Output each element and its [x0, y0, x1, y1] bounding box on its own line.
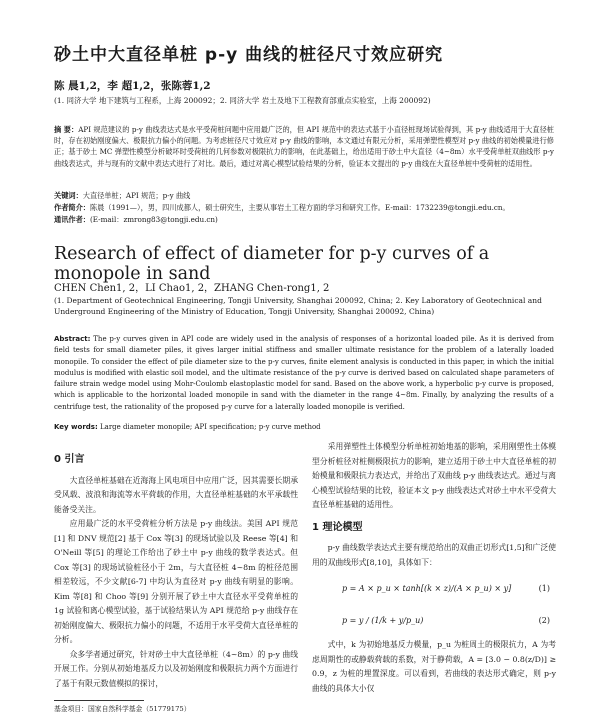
- author-intro-text: 陈晨（1991—），男，四川成都人，硕士研究生，主要从事岩土工程方面的学习和研究工作。E-mail：1732239@tongji.edu.cn。: [89, 203, 510, 212]
- chinese-authors: 陈 晨1,2，李 超1,2，张陈蓉1,2: [54, 80, 211, 92]
- english-keywords-label: Key words:: [54, 423, 98, 431]
- english-authors: CHEN Chen1, 2，LI Chao1, 2，ZHANG Chen-rong1, 2: [54, 283, 330, 294]
- chinese-affiliation: (1. 同济大学 地下建筑与工程系，上海 200092；2. 同济大学 岩土及地下工程教育部重点实验室，上海 200092): [54, 96, 431, 105]
- chinese-abstract-text: API 规范建议的 p-y 曲线表达式是水平受荷桩问题中应用最广泛的，但 API 规范中的表达式基于小直径桩现场试验得到，其 p-y 曲线适用于大直径桩时，存在初始刚度偏大、极限抗力偏小的问题。为考虑桩径尺寸效应对 p-y 曲线的影响，本文通过有限元分析，采用弹塑性模型对 p-y 曲线的初始模量进行修正；基于砂土 MC 弹塑性模型分析破坏时受荷桩的几何参数对极限抗力的影响，在此基础上，给出适用于砂土中大直径（4~8m）水平受荷单桩双曲线形 p-y 曲线表达式，并与现有的文献中表达式进行了对比。最后，通过对离心模型试验结果的分析，验证本文提出的 p-y 曲线在大直径单桩中受荷桩的适用性。: [54, 125, 554, 168]
- equation-1-expression: p = A × p_u × tanh[(k × z)/(A × p_u) × y]: [342, 584, 512, 593]
- chinese-keywords: [54, 191, 554, 201]
- corresponding-author: [54, 215, 554, 225]
- section-heading-introduction: 0 引言: [54, 454, 85, 465]
- english-affiliation: (1. Department of Geotechnical Engineering, Tongji University, Shanghai 200092, China; 2. Key Laboratory of Geotechnical and Underground Engineering of the Ministry of Education, Tongji University, Shanghai 200092, China): [54, 296, 542, 316]
- paragraph: p-y 曲线数学表达式主要有规范给出的双曲正切形式[1,5]和广泛使用的双曲线形式[8,10]，具体如下：: [312, 543, 556, 567]
- english-abstract-text: The p-y curves given in API code are widely used in the analysis of responses of a horizontal loaded pile. As it is derived from field tests for small diameter piles, it gives larger initial stiffness and smaller ultimate resistance for the problem of a laterally loaded monopile. To consider the effect of pile diameter size to the p-y curves, finite element analysis is conducted in this paper, in which the initial modulus is modified with elastic soil model, and the ultimate resistance of the p-y curve is derived based on calculated shape parameters of failure strain wedge model using Mohr-Coulomb elastoplastic model for sand. Based on the above work, a hyperbolic p-y curve is proposed, which is applicable to the horizontal loaded monopile in sand with the diameter in the range 4~8m. Finally, by analyzing the results of a centrifuge test, the rationality of the proposed p-y curve for a laterally loaded monopile is verified.: [54, 335, 554, 411]
- chinese-abstract: [54, 124, 554, 169]
- english-keywords-text: Large diameter monopile; API specification; p-y curve method: [100, 423, 321, 431]
- paragraph: 众多学者通过研究，针对砂土中大直径单桩（4~8m）的 p-y 曲线开展工作。分别从初始地基反力以及初始刚度和极限抗力两个方面进行了基于有限元数值模拟的探讨，: [54, 649, 298, 688]
- equation-2: [312, 606, 556, 634]
- paragraph: 采用弹塑性土体模型分析单桩初始地基的影响，采用刚塑性土体模型分析桩径对桩侧极限抗力的影响，建立适用于砂土中大直径单桩的初始模量和极限抗力表达式，并给出了双曲线 p-y 曲线表达式。通过与离心模型试验结果的比较，验证本文 p-y 曲线表达式对砂土中水平受荷大直径单桩基础的适用性。: [312, 442, 556, 509]
- chinese-abstract-label: 摘 要：: [54, 125, 79, 134]
- paragraph: 应用最广泛的水平受荷桩分析方法是 p-y 曲线法。美国 API 规范[1] 和 DNV 规范[2] 基于 Cox 等[3] 的现场试验以及 Reese 等[4] 和 O'Neill 等[5] 的理论工作给出了砂土中 p-y 曲线的数学表达式。但 Cox 等[3] 的现场试验桩径小于 2m，与大直径桩 4~8m 的桩径范围相差较远，不少文献[6-7] 中均认为直径对 p-y 曲线有明显的影响。Kim 等[8] 和 Choo 等[9] 分别开展了砂土中大直径水平受荷单桩的 1g 试验和离心模型试验，基于试验结果认为 API 规范给 p-y 曲线存在初始刚度偏大、极限抗力偏小的问题，不适用于水平受荷大直径单桩的分析。: [54, 519, 298, 644]
- author-intro: [54, 203, 554, 213]
- corresponding-author-label: 通讯作者：: [54, 215, 90, 224]
- funding-footnote: 基金项目：国家自然科学基金（51779175）: [54, 705, 191, 713]
- left-column: [54, 445, 298, 691]
- chinese-title: 砂土中大直径单桩 p-y 曲线的桩径尺寸效应研究: [54, 45, 444, 65]
- english-abstract-label: Abstract:: [54, 335, 91, 343]
- corresponding-author-email: (E-mail：zmrong83@tongji.edu.cn): [89, 215, 218, 224]
- paragraph: 大直径单桩基础在近海海上风电项目中应用广泛，因其需要长期承受风载、波浪和海流等水平荷载的作用，大直径单桩基础的水平承载性能备受关注。: [54, 475, 298, 514]
- equation-2-number: (2): [538, 616, 550, 625]
- right-column: [312, 440, 556, 696]
- paragraph: 式中，k 为初始地基反力模量，p_u 为桩周土的极限抗力，A 为考虑周期性的或静载荷载的系数，对于静荷载，A = [3.0 − 0.8(z/D)] ≥ 0.9，z 为桩的埋置深度。可以看到，若曲线的表达形式确定，则 p-y 曲线的具体大小仅: [312, 640, 556, 693]
- equation-2-expression: p = y / (1/k + y/p_u): [342, 616, 424, 625]
- equation-1-number: (1): [538, 584, 550, 593]
- author-intro-label: 作者简介：: [54, 203, 90, 212]
- english-title: Research of effect of diameter for p-y curves of a monopole in sand: [54, 244, 490, 284]
- english-keywords: [54, 423, 554, 431]
- english-abstract: [54, 334, 554, 413]
- footnote-rule: [54, 700, 144, 701]
- chinese-keywords-label: 关键词：: [54, 191, 83, 200]
- section-heading-theory: 1 理论模型: [312, 521, 363, 533]
- equation-1: [312, 574, 556, 602]
- chinese-keywords-text: 大直径单桩；API 规范；p-y 曲线: [82, 191, 191, 200]
